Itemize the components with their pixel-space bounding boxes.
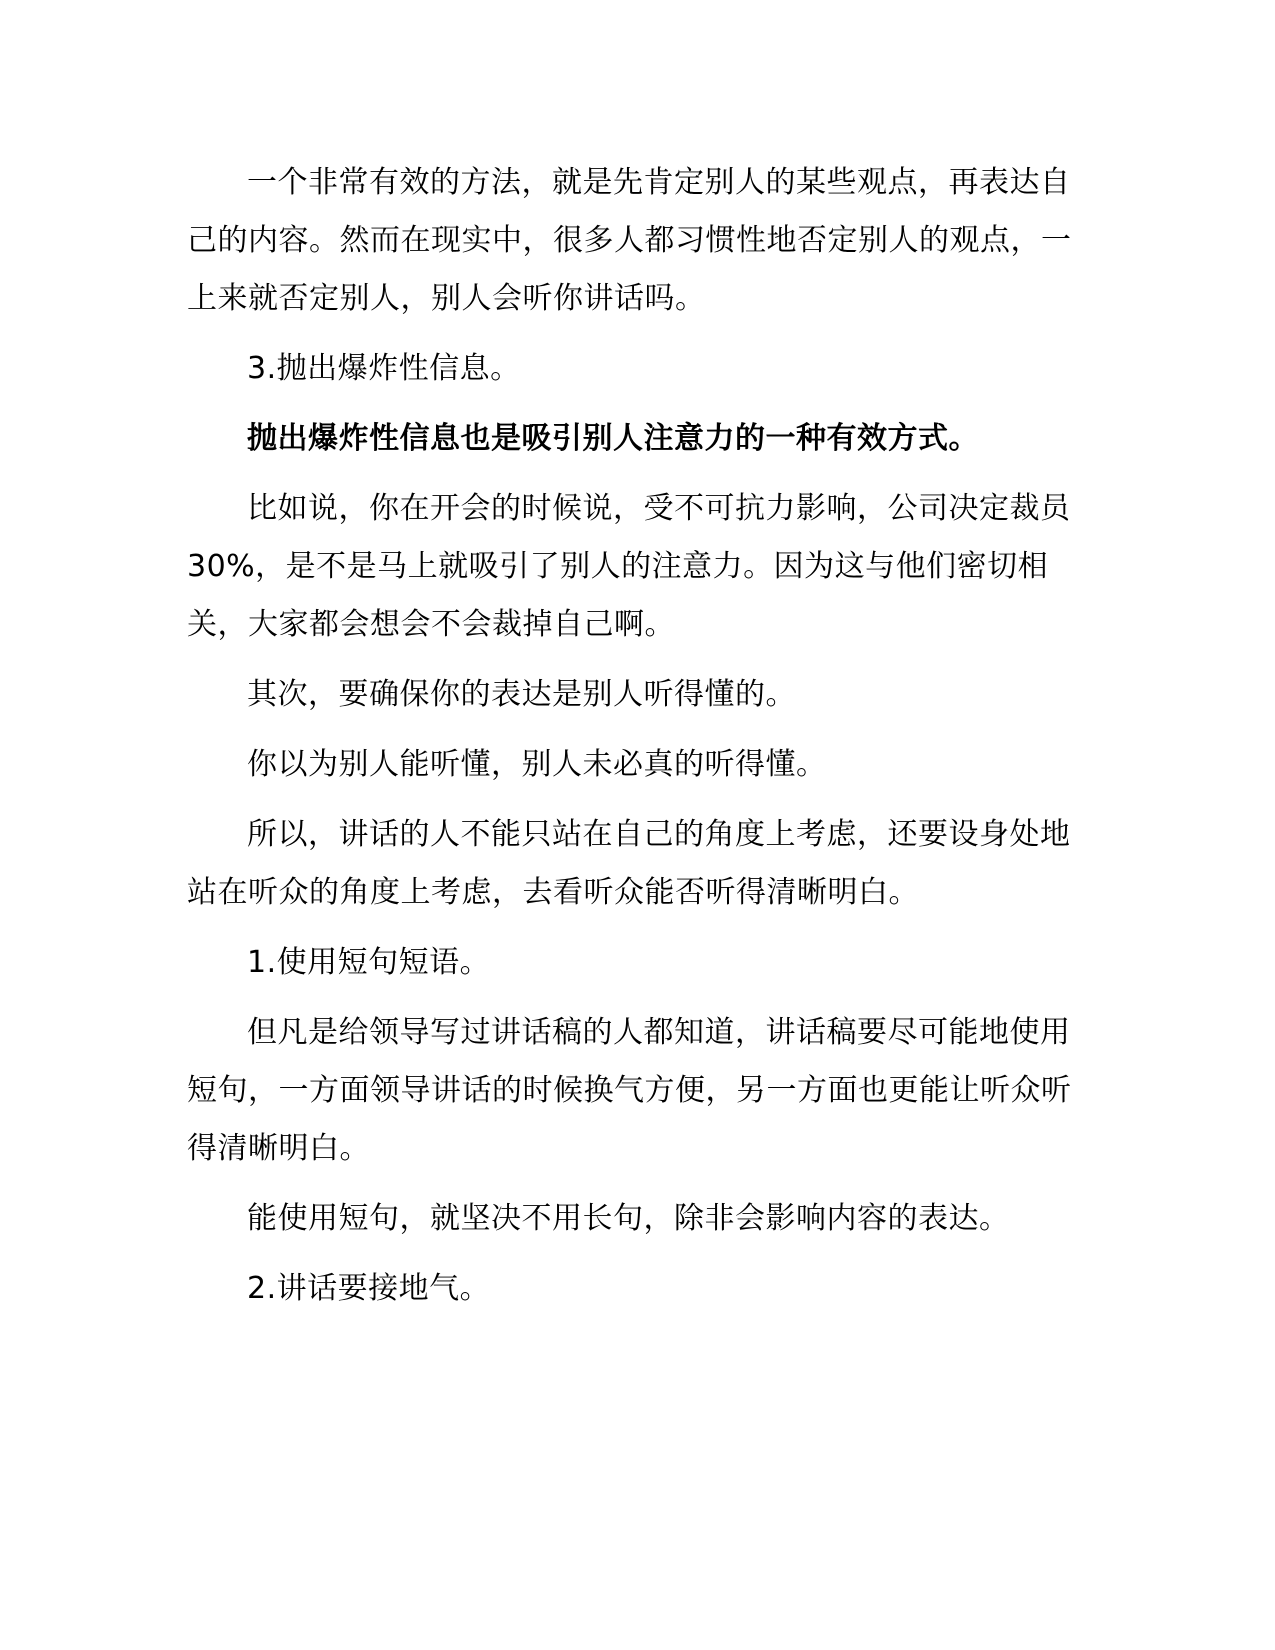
paragraph-perspective: 所以，讲话的人不能只站在自己的角度上考虑，还要设身处地站在听众的角度上考虑，去看听众能否听得清晰明白。 (187, 817, 1071, 910)
paragraph-example: 比如说，你在开会的时候说，受不可抗力影响，公司决定裁员 30%，是不是马上就吸引了别人的注意力。因为这与他们密切相关，大家都会想会不会裁掉自己啊。 (187, 491, 1071, 642)
heading-3: 3.抛出爆炸性信息。 (247, 351, 521, 386)
paragraph-secondly: 其次，要确保你的表达是别人听得懂的。 (247, 677, 796, 712)
paragraph-no-long-sentences: 能使用短句，就坚决不用长句，除非会影响内容的表达。 (247, 1201, 1010, 1236)
paragraph-short-sentences: 但凡是给领导写过讲话稿的人都知道，讲话稿要尽可能地使用短句，一方面领导讲话的时候换气方便，另一方面也更能让听众听得清晰明白。 (187, 1015, 1072, 1166)
heading-2: 2.讲话要接地气。 (247, 1271, 491, 1306)
document-body (187, 154, 1087, 1330)
heading-1: 1.使用短句短语。 (247, 945, 491, 980)
paragraph-understand: 你以为别人能听懂，别人未必真的听得懂。 (247, 747, 827, 782)
paragraph-1: 一个非常有效的方法，就是先肯定别人的某些观点，再表达自己的内容。然而在现实中，很多人都习惯性地否定别人的观点，一上来就否定别人，别人会听你讲话吗。 (187, 165, 1072, 316)
paragraph-bold: 抛出爆炸性信息也是吸引别人注意力的一种有效方式。 (247, 421, 979, 456)
